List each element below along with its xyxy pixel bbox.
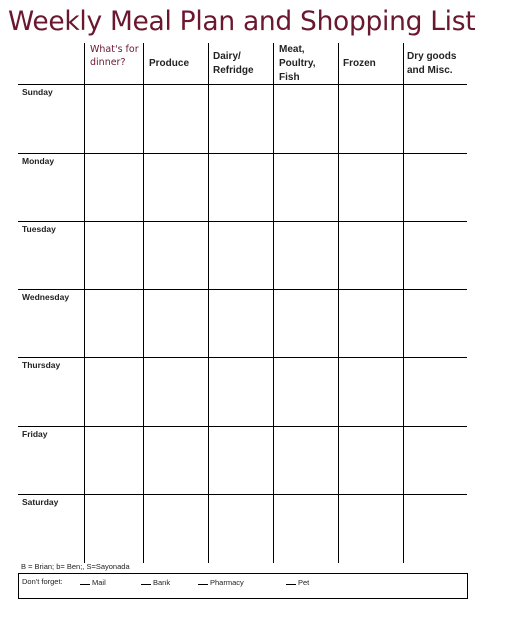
day-label-tuesday: Tuesday <box>22 224 56 234</box>
column-header-meat <box>279 43 315 85</box>
row-divider <box>18 426 467 427</box>
header-line: and Misc. <box>407 65 453 76</box>
header-line: Produce <box>149 58 190 69</box>
grid-divider <box>403 43 404 563</box>
column-header-produce <box>149 57 189 71</box>
dont-forget-item-pet <box>286 577 309 587</box>
legend-text: B = Brian; b= Ben;, S=Sayonada <box>21 562 130 571</box>
dont-forget-item-pharmacy <box>198 577 244 587</box>
row-divider <box>18 357 467 358</box>
row-divider <box>18 84 467 85</box>
row-divider <box>18 221 467 222</box>
dont-forget-label: Don't forget: <box>22 577 63 586</box>
blank-line <box>286 577 296 585</box>
item-label: Bank <box>153 578 171 587</box>
header-line: Meat, <box>279 44 305 55</box>
day-label-monday: Monday <box>22 156 55 166</box>
grid-divider <box>208 43 209 563</box>
column-header-dry-goods <box>407 50 456 78</box>
blank-line <box>80 577 90 585</box>
header-line: Fish <box>279 72 300 83</box>
header-line: Dry goods <box>407 51 457 62</box>
header-line: Poultry, <box>279 58 316 69</box>
row-divider <box>18 494 467 495</box>
header-line: dinner? <box>90 57 126 68</box>
column-header-dairy <box>213 50 254 78</box>
header-line: What's for <box>90 44 139 55</box>
blank-line <box>198 577 208 585</box>
day-label-saturday: Saturday <box>22 497 59 507</box>
item-label: Pharmacy <box>210 578 244 587</box>
dont-forget-item-mail <box>80 577 106 587</box>
header-line: Dairy/ <box>213 51 241 62</box>
column-header-frozen <box>343 57 376 71</box>
item-label: Pet <box>298 578 310 587</box>
grid-divider <box>273 43 274 563</box>
day-label-wednesday: Wednesday <box>22 292 70 302</box>
item-label: Mail <box>92 578 106 587</box>
day-label-thursday: Thursday <box>22 360 61 370</box>
header-line: Refridge <box>213 65 254 76</box>
grid-divider <box>338 43 339 563</box>
blank-line <box>141 577 151 585</box>
day-label-friday: Friday <box>22 429 48 439</box>
row-divider <box>18 289 467 290</box>
grid-divider <box>84 43 85 563</box>
row-divider <box>18 153 467 154</box>
dont-forget-item-bank <box>141 577 170 587</box>
day-label-sunday: Sunday <box>22 87 53 97</box>
header-line: Frozen <box>343 58 376 69</box>
grid-divider <box>143 43 144 563</box>
column-header-dinner <box>90 43 139 69</box>
page-title: Weekly Meal Plan and Shopping List <box>8 6 476 37</box>
